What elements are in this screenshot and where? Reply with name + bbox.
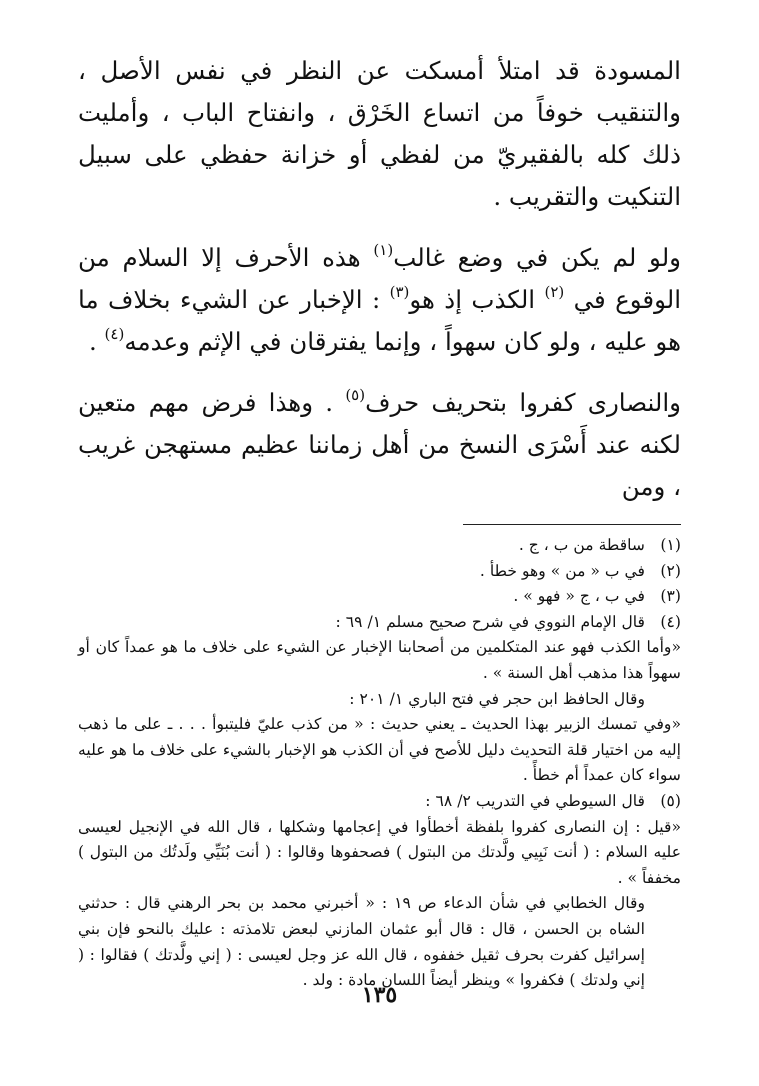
footnote-number: (٣) bbox=[660, 587, 681, 606]
body-paragraph-1 bbox=[78, 50, 681, 218]
footnote-number: (٢) bbox=[660, 561, 681, 580]
body-paragraph-2 bbox=[78, 237, 681, 363]
footnote-5 bbox=[78, 789, 681, 815]
paragraph-2-text-e: . bbox=[88, 327, 105, 356]
paragraph-3-text-a: والنصارى كفروا بتحريف حرف bbox=[365, 388, 681, 417]
footnote-ref-2: (٢) bbox=[544, 282, 565, 301]
paragraph-3-text-b: . وهذا فرض مهم متعين لكنه عند أَسْرَى النسخ من أهل زماننا عظيم مستهجن غريب ، ومن bbox=[78, 388, 681, 501]
footnote-ref-5: (٥) bbox=[345, 385, 366, 404]
footnote-5-quote-1: «قيل : إن النصارى كفروا بلفظة أخطأوا في إعجامها وشكلها ، قال الله في الإنجيل لعيسى عليه السلام : ( أنت نَبِيي ولَّدتك من البتول ) فصحفوها وقالوا : ( أنت بُنَيِّي ولَدتُك من البتول ) مخففاً » . bbox=[78, 817, 681, 887]
paragraph-2-text-c: الكذب إذ هو bbox=[409, 285, 545, 314]
paragraph-2-text-b: هذه الأحرف إلا السلام من الوقوع في bbox=[78, 243, 682, 314]
footnote-number: (١) bbox=[660, 536, 681, 554]
footnote-number: (٤) bbox=[660, 612, 681, 631]
paragraph-2-text-a: ولو لم يكن في وضع غالب bbox=[393, 243, 681, 272]
footnote-4-quote-1: «وأما الكذب فهو عند المتكلمين من أصحابنا الإخبار عن الشيء على خلاف ما هو عمداً كان أو سهواً هذا مذهب أهل السنة » . bbox=[78, 638, 681, 682]
footnote-ref-4: (٤) bbox=[104, 324, 125, 343]
footnote-text: في ب ، ج « فهو » . bbox=[513, 587, 645, 606]
page-number: ١٣٥ bbox=[361, 982, 398, 1008]
paragraph-2-text-d: : الإخبار عن الشيء بخلاف ما هو عليه ، ولو كان سهواً ، وإنما يفترقان في الإثم وعدمه bbox=[78, 285, 681, 356]
footnote-4-line-2: وقال الحافظ ابن حجر في فتح الباري ١/ ٢٠١ : bbox=[349, 689, 645, 708]
footnotes bbox=[78, 533, 681, 994]
footnote-separator bbox=[463, 524, 681, 525]
footnote-5-line-2: وقال الخطابي في شأن الدعاء ص ١٩ : « أخبرني محمد بن بحر الرهني قال : حدثني الشاه بن الحسن ، قال : قال أبو عثمان المازني لبعض تلامذته : عليك بالنحو فإن بني إسرائيل كفرت بحرف ثقيل خففوه ، قال الله عز وجل لعيسى : ( إني ولَّدتك ) فقالوا : ( إني ولدتك ) فكفروا » وينظر أيضاً اللسان مادة : ولد . bbox=[78, 894, 645, 990]
footnote-2 bbox=[78, 559, 681, 585]
footnote-text: ساقطة من ب ، ج . bbox=[518, 536, 645, 554]
body-paragraph-3 bbox=[78, 382, 681, 508]
footnote-text: في ب « من » وهو خطأ . bbox=[479, 561, 645, 580]
footnote-ref-1: (١) bbox=[373, 240, 394, 259]
footnote-ref-3: (٣) bbox=[389, 282, 410, 301]
footnote-4-quote-2: «وفي تمسك الزبير بهذا الحديث ـ يعني حديث : « من كذب عليّ فليتبوأ . . . ـ على ما ذهب إليه من اختيار قلة التحديث دليل للأصح في أن الكذب هو الإخبار بالشيء على خلاف ما هو عليه سواء كان عمداً أم خطأً . bbox=[78, 715, 681, 785]
footnote-4 bbox=[78, 610, 681, 636]
footnote-intro: قال الإمام النووي في شرح صحيح مسلم ١/ ٦٩ : bbox=[335, 612, 645, 631]
footnote-number: (٥) bbox=[660, 791, 681, 810]
footnote-3 bbox=[78, 584, 681, 610]
footnote-1 bbox=[78, 533, 681, 559]
footnote-intro: قال السيوطي في التدريب ٢/ ٦٨ : bbox=[425, 791, 645, 810]
paragraph-1-text: المسودة قد امتلأ أمسكت عن النظر في نفس الأصل ، والتنقيب خوفاً من اتساع الخَرْق ، وانفتاح الباب ، وأمليت ذلك كله بالفقيريّ من لفظي أو خزانة حفظي على سبيل التنكيت والتقريب . bbox=[78, 56, 681, 211]
